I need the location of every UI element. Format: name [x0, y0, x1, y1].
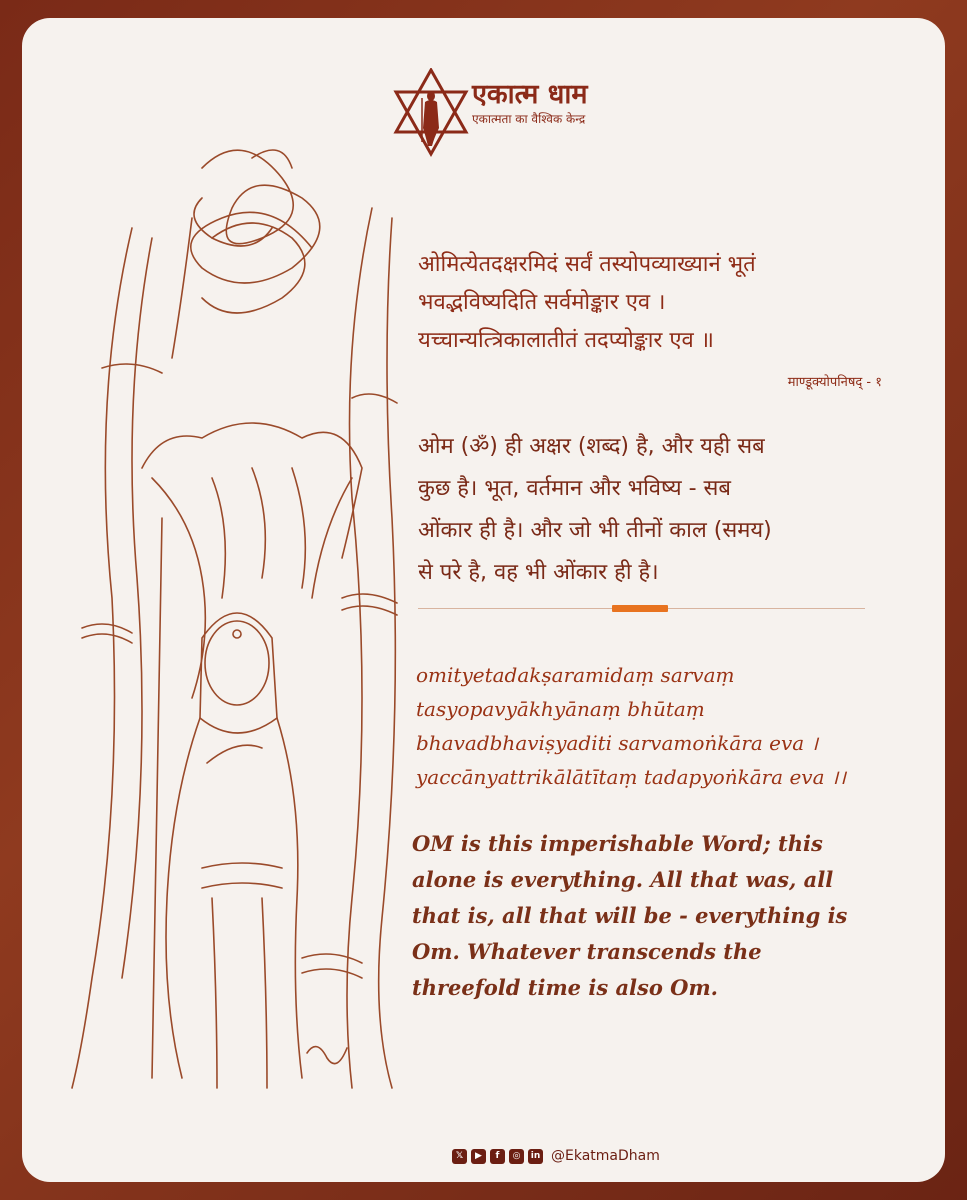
verse-source: माण्डूक्योपनिषद् - १ — [787, 375, 882, 390]
transliteration — [416, 658, 945, 794]
english-line: that is, all that will be - everything is — [412, 903, 848, 928]
translit-line: bhavadbhaviṣyaditi sarvamoṅkāra eva । — [416, 731, 819, 755]
translit-line: tasyopavyākhyānaṃ bhūtaṃ — [416, 697, 705, 721]
brand-title: एकात्म धाम — [472, 79, 588, 110]
sanskrit-line: भवद्भविष्यदिति सर्वमोङ्कार एव । — [418, 290, 666, 315]
english-line: alone is everything. All that was, all — [412, 867, 834, 892]
translit-line: yaccānyattrikālātītaṃ tadapyoṅkāra eva ।। — [416, 765, 847, 789]
sanskrit-verse — [418, 246, 898, 360]
sanskrit-line: ओमित्येतदक्षरमिदं सर्वं तस्योपव्याख्यानं भूतं — [418, 252, 756, 277]
instagram-icon[interactable]: ◎ — [509, 1149, 524, 1164]
english-translation — [412, 826, 892, 1006]
hindi-line: ओम (ॐ) ही अक्षर (शब्द) है, और यही सब — [418, 434, 765, 459]
social-handle[interactable]: @EkatmaDham — [551, 1148, 660, 1164]
hindi-line: ओंकार ही है। और जो भी तीनों काल (समय) — [418, 518, 772, 543]
linkedin-icon[interactable]: in — [528, 1149, 543, 1164]
sage-tree-sketch — [52, 98, 442, 1098]
hindi-meaning — [418, 426, 898, 594]
english-line: OM is this imperishable Word; this — [412, 831, 823, 856]
youtube-icon[interactable]: ▶ — [471, 1149, 486, 1164]
x-icon[interactable]: 𝕏 — [452, 1149, 467, 1164]
hindi-line: से परे है, वह भी ओंकार ही है। — [418, 560, 659, 585]
content-card — [22, 18, 945, 1182]
english-line: Om. Whatever transcends the — [412, 939, 762, 964]
translit-line: omityetadakṣaramidaṃ sarvaṃ — [416, 663, 735, 687]
sanskrit-line: यच्चान्यत्त्रिकालातीतं तदप्योङ्कार एव ॥ — [418, 328, 714, 353]
english-line: threefold time is also Om. — [412, 975, 718, 1000]
social-bar — [452, 1145, 660, 1167]
divider-accent — [612, 605, 668, 612]
facebook-icon[interactable]: f — [490, 1149, 505, 1164]
brand-subtitle: एकात्मता का वैश्विक केन्द्र — [472, 112, 586, 126]
hindi-line: कुछ है। भूत, वर्तमान और भविष्य - सब — [418, 476, 731, 501]
